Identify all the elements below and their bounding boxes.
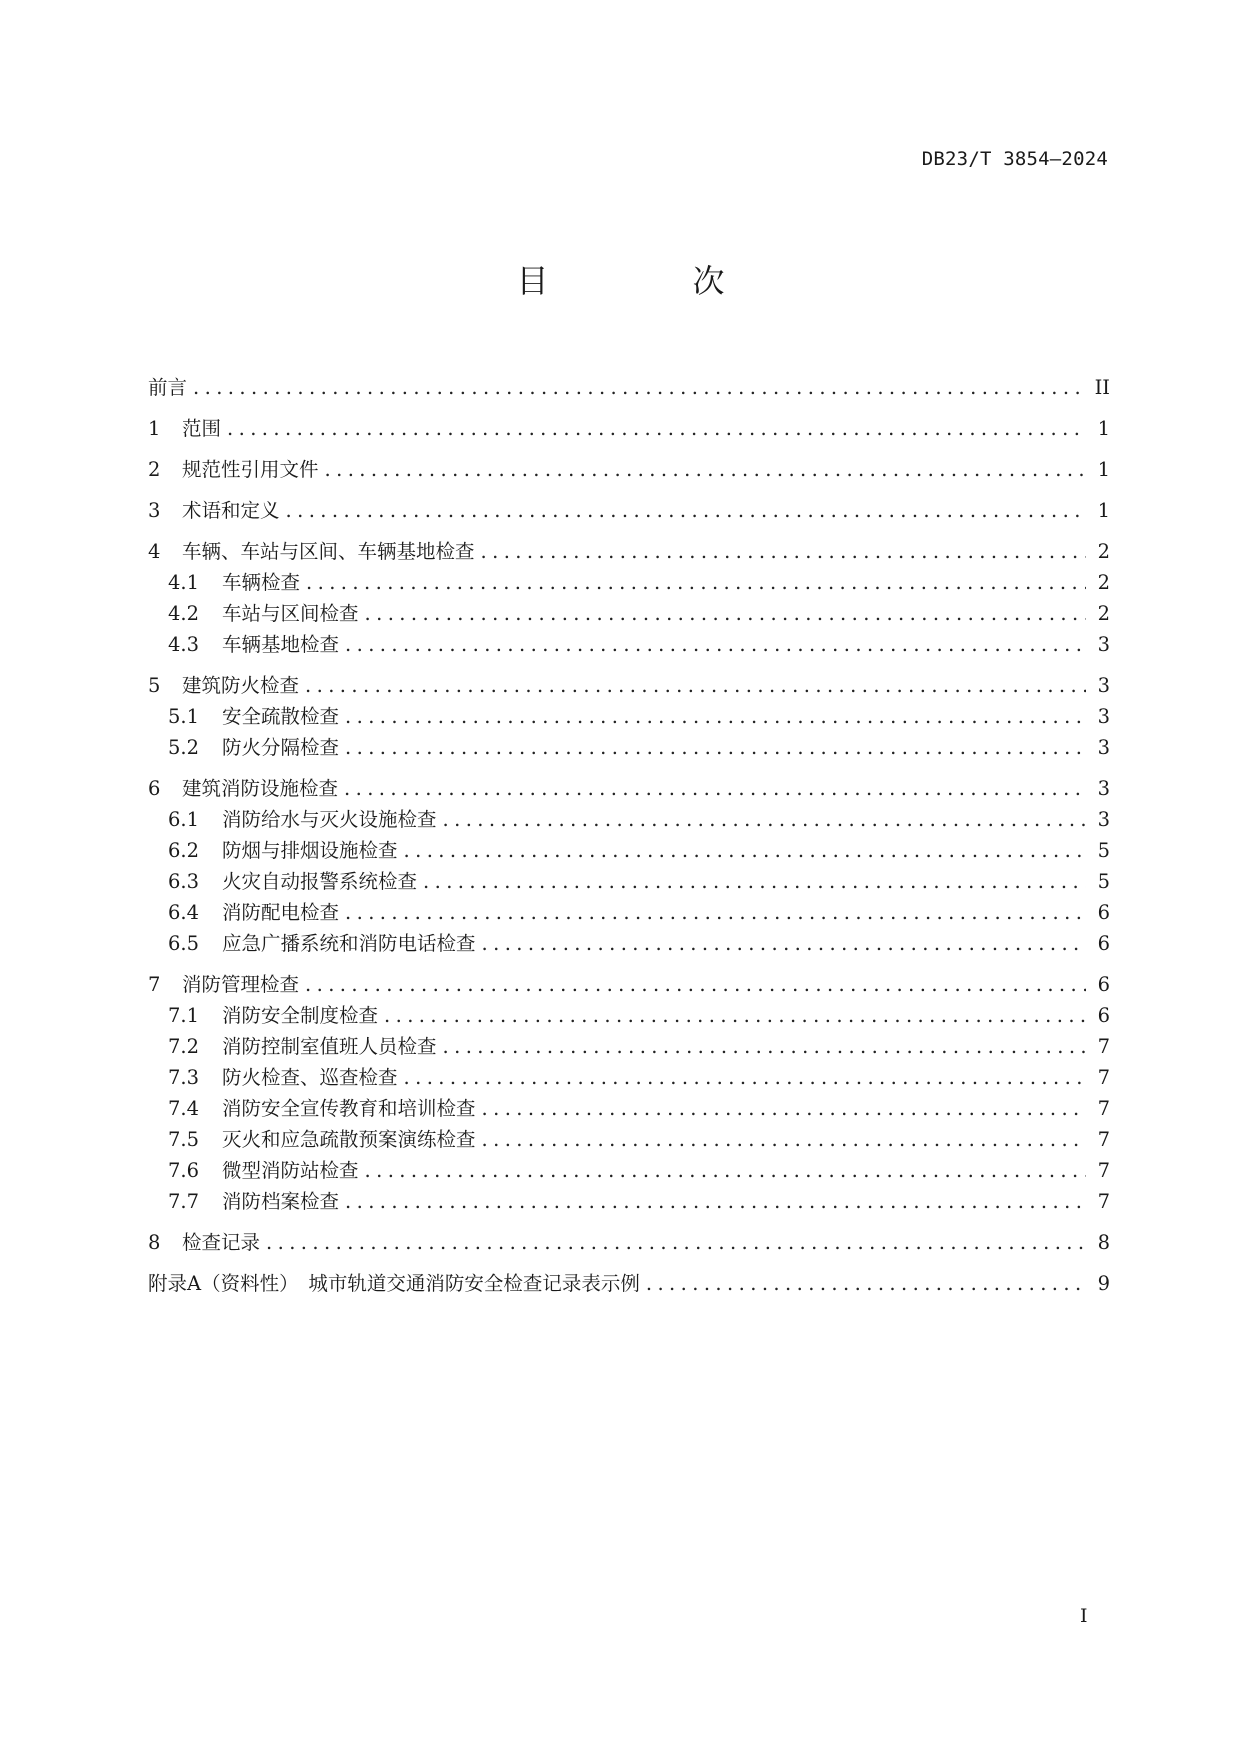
- toc-entry-page: 3: [1097, 705, 1110, 728]
- toc-entry-number: 6.2: [168, 839, 200, 862]
- toc-entry-number: 8: [148, 1231, 161, 1254]
- toc-entry[interactable]: [148, 804, 1110, 835]
- toc-entry[interactable]: [148, 1268, 1110, 1299]
- toc-entry-title: 消防给水与灭火设施检查: [222, 808, 437, 831]
- toc-entry-title: 范围: [182, 417, 222, 440]
- toc-entry[interactable]: [148, 1186, 1110, 1217]
- toc-dot-leader: [482, 1128, 1086, 1151]
- toc-entry-page: 1: [1097, 499, 1110, 522]
- toc-entry-page: 3: [1097, 674, 1110, 697]
- toc-entry[interactable]: [148, 629, 1110, 660]
- toc-entry-number: 2: [148, 458, 161, 481]
- toc-dot-leader: [365, 602, 1086, 625]
- toc-entry-title: 微型消防站检查: [222, 1159, 359, 1182]
- table-of-contents: [148, 372, 1110, 1299]
- toc-entry-title: 前言: [148, 376, 188, 399]
- document-code: DB23/T 3854—2024: [921, 148, 1108, 170]
- toc-entry-title: 车辆、车站与区间、车辆基地检查: [182, 540, 475, 563]
- toc-dot-leader: [305, 973, 1086, 996]
- toc-dot-leader: [345, 705, 1086, 728]
- toc-entry-title: 建筑防火检查: [182, 674, 300, 697]
- toc-entry-title: 灭火和应急疏散预案演练检查: [222, 1128, 476, 1151]
- toc-entry-page: II: [1094, 376, 1110, 399]
- toc-entry-page: 3: [1097, 808, 1110, 831]
- toc-entry-page: 2: [1097, 602, 1110, 625]
- toc-entry-page: 3: [1097, 633, 1110, 656]
- toc-entry-title: 消防安全宣传教育和培训检查: [222, 1097, 476, 1120]
- toc-entry-page: 2: [1097, 571, 1110, 594]
- toc-dot-leader: [384, 1004, 1086, 1027]
- toc-dot-leader: [482, 1097, 1086, 1120]
- toc-entry-page: 5: [1097, 839, 1110, 862]
- toc-entry[interactable]: [148, 454, 1110, 485]
- toc-entry-page: 1: [1097, 417, 1110, 440]
- toc-dot-leader: [345, 1190, 1086, 1213]
- toc-entry[interactable]: [148, 670, 1110, 701]
- toc-entry-title: 消防配电检查: [222, 901, 340, 924]
- toc-entry-number: 6: [148, 777, 161, 800]
- toc-entry-number: 5.2: [168, 736, 200, 759]
- toc-entry[interactable]: [148, 928, 1110, 959]
- toc-entry-title: 防火检查、巡查检查: [222, 1066, 398, 1089]
- toc-entry-number: 7.2: [168, 1035, 200, 1058]
- toc-entry-number: 6.5: [168, 932, 200, 955]
- toc-dot-leader: [306, 571, 1086, 594]
- toc-entry[interactable]: [148, 413, 1110, 444]
- toc-entry-title: 防烟与排烟设施检查: [222, 839, 398, 862]
- toc-entry-number: 7.5: [168, 1128, 200, 1151]
- toc-entry[interactable]: [148, 835, 1110, 866]
- toc-entry[interactable]: [148, 1124, 1110, 1155]
- toc-entry-page: 3: [1097, 736, 1110, 759]
- toc-entry[interactable]: [148, 732, 1110, 763]
- toc-entry[interactable]: [148, 1093, 1110, 1124]
- toc-entry[interactable]: [148, 1062, 1110, 1093]
- toc-entry-title: 火灾自动报警系统检查: [222, 870, 418, 893]
- toc-entry[interactable]: [148, 1155, 1110, 1186]
- toc-entry-page: 8: [1097, 1231, 1110, 1254]
- toc-dot-leader: [404, 839, 1086, 862]
- toc-entry-number: 5: [148, 674, 161, 697]
- toc-entry[interactable]: [148, 969, 1110, 1000]
- toc-entry[interactable]: [148, 598, 1110, 629]
- toc-entry-page: 1: [1097, 458, 1110, 481]
- toc-dot-leader: [344, 777, 1086, 800]
- toc-dot-leader: [443, 808, 1086, 831]
- toc-entry-number: 4.3: [168, 633, 200, 656]
- toc-entry-title: 规范性引用文件: [182, 458, 319, 481]
- toc-entry-title: 消防控制室值班人员检查: [222, 1035, 437, 1058]
- toc-entry-page: 7: [1097, 1128, 1110, 1151]
- toc-entry-title: 车站与区间检查: [222, 602, 359, 625]
- toc-entry-page: 3: [1097, 777, 1110, 800]
- toc-entry-page: 2: [1097, 540, 1110, 563]
- toc-dot-leader: [325, 458, 1086, 481]
- toc-entry-number: 7.1: [168, 1004, 200, 1027]
- toc-entry-title: 附录A（资料性） 城市轨道交通消防安全检查记录表示例: [148, 1272, 640, 1295]
- toc-entry-number: 3: [148, 499, 161, 522]
- toc-entry[interactable]: [148, 495, 1110, 526]
- toc-entry[interactable]: [148, 773, 1110, 804]
- toc-entry-number: 4.1: [168, 571, 200, 594]
- page-number: I: [1080, 1605, 1088, 1627]
- toc-entry-number: 4: [148, 540, 161, 563]
- toc-entry-number: 7.7: [168, 1190, 200, 1213]
- toc-entry[interactable]: [148, 1031, 1110, 1062]
- toc-dot-leader: [193, 376, 1086, 399]
- toc-entry-page: 7: [1097, 1097, 1110, 1120]
- toc-entry-page: 7: [1097, 1190, 1110, 1213]
- toc-dot-leader: [345, 901, 1086, 924]
- toc-entry-title: 建筑消防设施检查: [182, 777, 339, 800]
- toc-dot-leader: [482, 932, 1086, 955]
- toc-entry[interactable]: [148, 536, 1110, 567]
- toc-entry[interactable]: [148, 567, 1110, 598]
- toc-entry-title: 车辆检查: [222, 571, 301, 594]
- toc-entry-title: 应急广播系统和消防电话检查: [222, 932, 476, 955]
- toc-dot-leader: [404, 1066, 1086, 1089]
- toc-entry[interactable]: [148, 701, 1110, 732]
- toc-entry-page: 7: [1097, 1066, 1110, 1089]
- toc-entry[interactable]: [148, 897, 1110, 928]
- toc-entry-number: 7.3: [168, 1066, 200, 1089]
- toc-dot-leader: [423, 870, 1086, 893]
- toc-entry-number: 5.1: [168, 705, 200, 728]
- toc-dot-leader: [646, 1272, 1086, 1295]
- toc-entry[interactable]: [148, 1227, 1110, 1258]
- toc-entry-title: 消防管理检查: [182, 973, 300, 996]
- toc-dot-leader: [345, 633, 1086, 656]
- toc-entry-number: 7: [148, 973, 161, 996]
- toc-entry-number: 7.4: [168, 1097, 200, 1120]
- toc-entry-number: 6.3: [168, 870, 200, 893]
- toc-dot-leader: [305, 674, 1086, 697]
- toc-entry-number: 4.2: [168, 602, 200, 625]
- toc-entry-page: 6: [1097, 901, 1110, 924]
- toc-entry-page: 6: [1097, 932, 1110, 955]
- toc-entry[interactable]: [148, 866, 1110, 897]
- toc-entry-title: 术语和定义: [182, 499, 280, 522]
- toc-entry[interactable]: [148, 372, 1110, 403]
- toc-entry-title: 消防档案检查: [222, 1190, 340, 1213]
- toc-dot-leader: [481, 540, 1086, 563]
- toc-entry-title: 安全疏散检查: [222, 705, 340, 728]
- toc-entry-number: 1: [148, 417, 161, 440]
- toc-entry-number: 6.1: [168, 808, 200, 831]
- toc-dot-leader: [443, 1035, 1086, 1058]
- toc-entry-page: 9: [1097, 1272, 1110, 1295]
- toc-entry-title: 消防安全制度检查: [222, 1004, 379, 1027]
- toc-entry-title: 防火分隔检查: [222, 736, 340, 759]
- toc-dot-leader: [365, 1159, 1086, 1182]
- toc-dot-leader: [266, 1231, 1086, 1254]
- toc-entry-page: 7: [1097, 1159, 1110, 1182]
- toc-entry-page: 7: [1097, 1035, 1110, 1058]
- page-title: 目 次: [516, 262, 781, 300]
- toc-dot-leader: [345, 736, 1086, 759]
- toc-entry-number: 6.4: [168, 901, 200, 924]
- toc-entry-number: 7.6: [168, 1159, 200, 1182]
- toc-entry[interactable]: [148, 1000, 1110, 1031]
- toc-dot-leader: [286, 499, 1086, 522]
- toc-entry-title: 检查记录: [182, 1231, 261, 1254]
- toc-entry-title: 车辆基地检查: [222, 633, 340, 656]
- toc-dot-leader: [227, 417, 1086, 440]
- toc-entry-page: 5: [1097, 870, 1110, 893]
- toc-entry-page: 6: [1097, 1004, 1110, 1027]
- toc-entry-page: 6: [1097, 973, 1110, 996]
